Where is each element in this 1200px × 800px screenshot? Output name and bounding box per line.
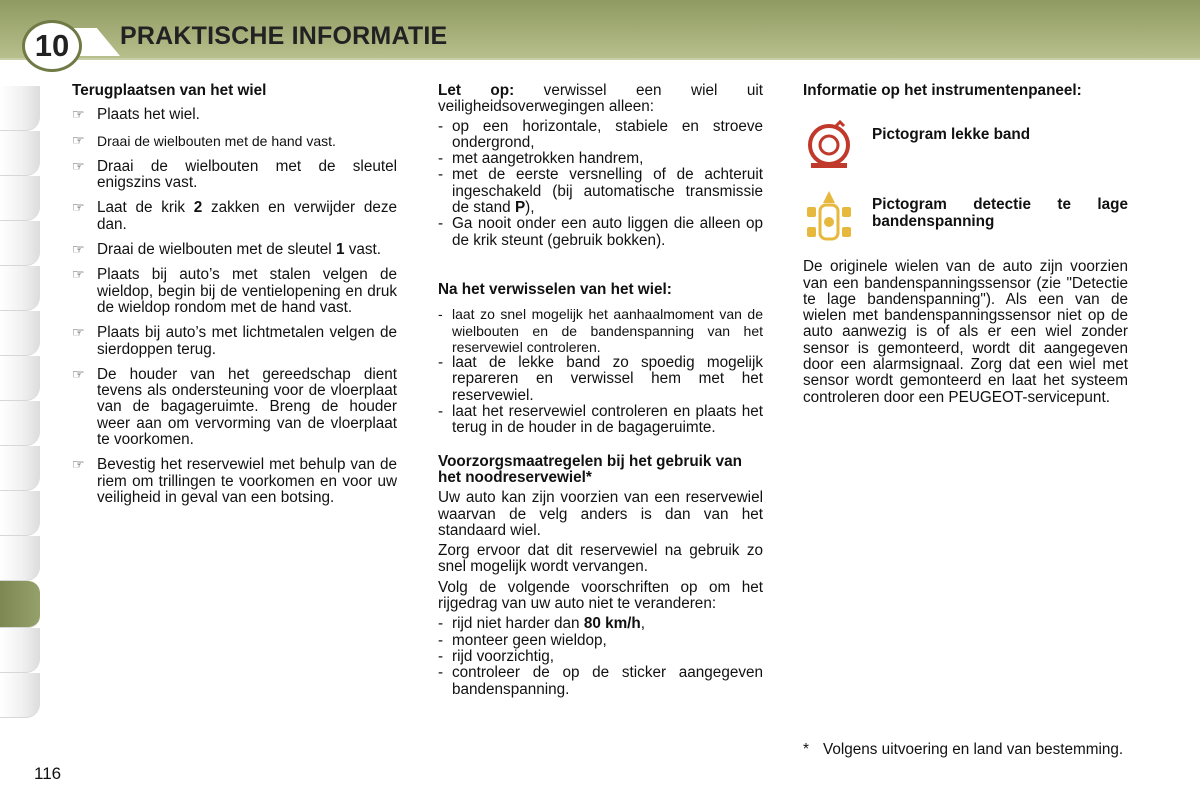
- list-item: [72, 267, 397, 316]
- chapter-index-tab: [0, 86, 40, 131]
- step-text: Bevestig het reservewiel met behulp van de riem om trillingen te voorkomen en voor uw veiligheid in geval van een botsing.: [97, 456, 397, 506]
- list-item: - monteer geen wieldop,: [438, 633, 763, 649]
- step-text: Plaats het wiel.: [97, 106, 200, 124]
- list-item: - laat het reservewiel controleren en plaats het terug in de houder in de bagageruimte.: [438, 404, 763, 437]
- pictogram-label: Pictogram detectie te lage bandenspanning: [872, 196, 1128, 230]
- warning-label: Let op:: [438, 82, 515, 99]
- list-item: [72, 325, 397, 358]
- chapter-index-tab: [0, 628, 40, 673]
- body-paragraph: Zorg ervoor dat dit reservewiel na gebruik zo snel mogelijk wordt vervangen.: [438, 542, 763, 576]
- chapter-index-tab-active: [0, 581, 40, 628]
- chapter-index-tab: [0, 673, 40, 718]
- list-item: - op een horizontale, stabiele en stroeve ondergrond,: [438, 119, 763, 152]
- list-item: [72, 159, 397, 192]
- page-number: 116: [34, 764, 62, 783]
- chapter-index-tab: [0, 536, 40, 581]
- list-item: [72, 107, 397, 123]
- column-wheel-change-notes: [438, 83, 763, 698]
- list-item: - controleer de op de sticker aangegeven bandenspanning.: [438, 665, 763, 698]
- body-paragraph: Uw auto kan zijn voorzien van een reservewiel waarvan de velg anders is dan van het standaard wiel.: [438, 489, 763, 539]
- list-item: [72, 457, 397, 506]
- page-title: PRAKTISCHE INFORMATIE: [120, 22, 448, 50]
- step-text: Plaats bij auto’s met stalen velgen de wieldop, begin bij de ventielopening en druk de wieldop rondom met de hand vast.: [97, 266, 397, 316]
- list-item: [72, 367, 397, 448]
- list-item: - Ga nooit onder een auto liggen die alleen op de krik steunt (gebruik bokken).: [438, 216, 763, 249]
- list-item: - met de eerste versnelling of de achteruit ingeschakeld (bij automatische transmissie de stand P),: [438, 167, 763, 216]
- chapter-index-tab: [0, 266, 40, 311]
- chapter-index-tab: [0, 176, 40, 221]
- chapter-index-tab: [0, 311, 40, 356]
- pictogram-row: [803, 119, 1128, 175]
- body-paragraph: Volg de volgende voorschriften op om het rijgedrag van uw auto niet te veranderen:: [438, 578, 763, 613]
- step-text: Draai de wielbouten met de sleutel 1 vast.: [97, 241, 382, 259]
- section-heading: Voorzorgsmaatregelen bij het gebruik van het noodreservewiel*: [438, 452, 743, 486]
- footnote-text: Volgens uitvoering en land van bestemming.: [823, 741, 1124, 758]
- chapter-index-tab: [0, 491, 40, 536]
- footnote-marker: *: [803, 741, 809, 758]
- list-item: [72, 200, 397, 233]
- pointing-hand-icon: ☞: [72, 199, 85, 216]
- low-tyre-pressure-icon: [803, 189, 855, 245]
- section-heading: Na het verwisselen van het wiel:: [438, 280, 672, 298]
- step-list: [72, 107, 397, 506]
- condition-list: [438, 119, 763, 249]
- pointing-hand-icon: ☞: [72, 157, 85, 174]
- chapter-index-strip: [0, 86, 40, 716]
- step-text: Laat de krik 2 zakken en verwijder deze dan.: [97, 199, 398, 233]
- pointing-hand-icon: ☞: [72, 456, 85, 473]
- pointing-hand-icon: ☞: [72, 365, 85, 382]
- pointing-hand-icon: ☞: [72, 266, 85, 283]
- header-divider: [0, 58, 1200, 60]
- footnote: [803, 742, 1128, 758]
- warning-paragraph: Let op: verwissel een wiel uit veiligheidsoverwegingen alleen:: [438, 82, 763, 116]
- column-instrument-panel-info: [803, 83, 1128, 406]
- list-item: [72, 133, 397, 150]
- step-text: Draai de wielbouten met de sleutel enigszins vast.: [97, 157, 397, 192]
- pictogram-label: Pictogram lekke band: [872, 126, 1031, 144]
- step-text: De houder van het gereedschap dient tevens als ondersteuning voor de vloerplaat van de bagageruimte. Breng de houder weer aan om vervorming van de vloerplaat te voorkomen.: [97, 365, 397, 449]
- chapter-index-tab: [0, 446, 40, 491]
- flat-tyre-warning-icon: [803, 119, 855, 175]
- chapter-index-tab: [0, 401, 40, 446]
- section-heading: Informatie op het instrumentenpaneel:: [803, 82, 1082, 99]
- chapter-number-badge: 10: [22, 20, 82, 72]
- list-item: - rijd niet harder dan 80 km/h,: [438, 616, 763, 632]
- chapter-index-tab: [0, 221, 40, 266]
- list-item: - laat zo snel mogelijk het aanhaalmoment van de wielbouten en de bandenspanning van het reservewiel controleren.: [438, 306, 763, 355]
- pictogram-row: [803, 189, 1128, 245]
- pointing-hand-icon: ☞: [72, 324, 85, 341]
- pointing-hand-icon: ☞: [72, 106, 85, 123]
- list-item: [72, 242, 397, 258]
- pointing-hand-icon: ☞: [72, 241, 85, 258]
- list-item: - met aangetrokken handrem,: [438, 151, 763, 167]
- step-text: Draai de wielbouten met de hand vast.: [97, 132, 336, 149]
- chapter-index-tab: [0, 131, 40, 176]
- column-refit-wheel: [72, 83, 397, 515]
- after-change-list: [438, 306, 763, 436]
- step-text: Plaats bij auto’s met lichtmetalen velgen de sierdoppen terug.: [97, 324, 397, 358]
- list-item: - rijd voorzichtig,: [438, 649, 763, 665]
- list-item: - laat de lekke band zo spoedig mogelijk repareren en verwissel hem met het reservewiel.: [438, 355, 763, 404]
- driving-rules-list: [438, 616, 763, 697]
- pointing-hand-icon: ☞: [72, 131, 85, 148]
- chapter-index-tab: [0, 356, 40, 401]
- body-paragraph: De originele wielen van de auto zijn voorzien van een bandenspanningssensor (zie "Detectie te lage bandenspanning"). Als een van de wielen met bandenspanningssensor niet op de auto aanwezig is of als er een wiel zonder sensor is gemonteerd, wordt dit aangegeven door een alarmsignaal. Zorg dat een wiel met sensor wordt gemonteerd en laat het systeem controleren door een PEUGEOT-servicepunt.: [803, 258, 1128, 406]
- section-heading: Terugplaatsen van het wiel: [72, 82, 267, 99]
